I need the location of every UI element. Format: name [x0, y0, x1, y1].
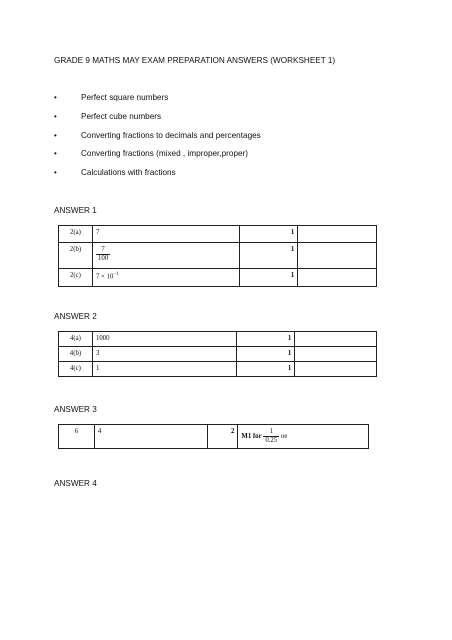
bullet-icon: •	[54, 168, 57, 178]
guidance-cell	[238, 425, 369, 449]
mark-cell: 1	[240, 269, 298, 287]
fraction-denominator: 0.25	[265, 437, 278, 445]
topic-item	[54, 93, 261, 112]
fraction-denominator: 100	[97, 255, 109, 263]
bullet-icon: •	[54, 149, 57, 159]
guidance-cell	[295, 362, 377, 377]
topic-list	[54, 93, 261, 187]
question-cell: 4(a)	[59, 332, 93, 347]
answer3-heading: ANSWER 3	[54, 405, 97, 414]
question-cell: 4(c)	[59, 362, 93, 377]
answer-cell	[92, 269, 240, 287]
bullet-icon: •	[54, 93, 57, 102]
bullet-icon: •	[54, 111, 57, 121]
guidance-label: M1 for	[241, 433, 262, 441]
mark-cell: 1	[240, 243, 298, 269]
fraction-numerator: 1	[263, 428, 279, 437]
topic-item	[54, 131, 261, 150]
mark-cell: 1	[240, 226, 298, 243]
mark-cell: 1	[237, 347, 295, 362]
question-cell: 2(a)	[59, 226, 93, 243]
table-row	[59, 332, 377, 347]
table-row	[59, 425, 369, 449]
topic-label: Calculations with fractions	[81, 168, 176, 178]
answer2-heading: ANSWER 2	[54, 312, 97, 321]
answer1-table	[58, 225, 377, 287]
topic-label: Converting fractions to decimals and percentages	[81, 130, 261, 140]
standard-form-base: 7 × 10	[95, 273, 114, 281]
question-cell: 2(c)	[59, 269, 93, 287]
bullet-icon: •	[54, 130, 57, 140]
table-row	[59, 243, 377, 269]
mark-cell: 1	[237, 332, 295, 347]
guidance-cell	[295, 347, 377, 362]
question-cell: 2(b)	[59, 243, 93, 269]
guidance-cell	[298, 226, 377, 243]
answer2-table	[58, 331, 377, 377]
answer-cell: 1	[92, 362, 237, 377]
table-row	[59, 362, 377, 377]
worksheet-title: GRADE 9 MATHS MAY EXAM PREPARATION ANSWERS (WORKSHEET 1)	[54, 56, 336, 65]
answer1-heading: ANSWER 1	[54, 206, 97, 215]
answer4-heading: ANSWER 4	[54, 479, 97, 488]
answer-cell: 1000	[92, 332, 237, 347]
table-row	[59, 269, 377, 287]
answer-cell	[92, 243, 240, 269]
fraction-numerator: 7	[96, 246, 110, 255]
answer-cell: 7	[92, 226, 240, 243]
table-row	[59, 347, 377, 362]
topic-label: Converting fractions (mixed , improper,proper)	[81, 149, 248, 159]
question-cell: 6	[59, 425, 95, 449]
fraction	[263, 428, 279, 445]
guidance-cell	[295, 332, 377, 347]
fraction	[96, 246, 110, 263]
answer-cell: 3	[92, 347, 237, 362]
topic-label: Perfect square numbers	[81, 93, 169, 102]
guidance-cell	[298, 243, 377, 269]
topic-item	[54, 112, 261, 131]
topic-item	[54, 149, 261, 168]
exponent: −1	[113, 272, 119, 277]
answer-cell: 4	[94, 425, 208, 449]
answer3-table	[58, 424, 369, 449]
topic-item	[54, 168, 261, 187]
mark-cell: 2	[208, 425, 238, 449]
mark-cell: 1	[237, 362, 295, 377]
table-row	[59, 226, 377, 243]
guidance-cell	[298, 269, 377, 287]
question-cell: 4(b)	[59, 347, 93, 362]
topic-label: Perfect cube numbers	[81, 111, 162, 121]
guidance-suffix: oe	[280, 433, 288, 441]
